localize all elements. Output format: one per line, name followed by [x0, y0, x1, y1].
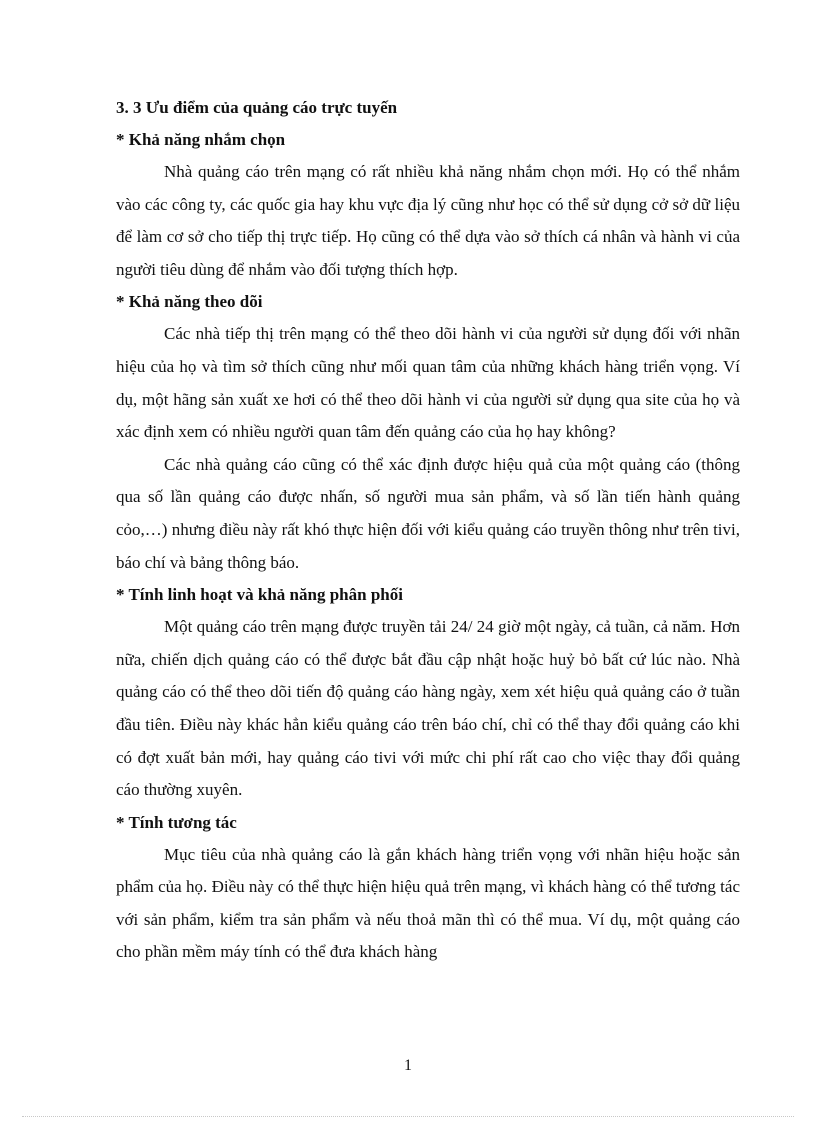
subheading-interactivity: * Tính tương tác — [116, 812, 237, 832]
page-bottom-border — [22, 1116, 794, 1117]
paragraph-targeting: Nhà quảng cáo trên mạng có rất nhiều khả năng nhắm chọn mới. Họ có thể nhắm vào các công ty, các quốc gia hay khu vực địa lý cũng như học có thể sử dụng cở sở dữ liệu để làm cơ sở cho tiếp thị trực tiếp. Họ cũng có thể dựa vào sở thích cá nhân và hành vi của người tiêu dùng để nhắm vào đối tượng thích hợp. — [116, 162, 740, 279]
subheading-targeting: * Khả năng nhắm chọn — [116, 130, 286, 149]
document-body — [116, 92, 740, 969]
paragraph-tracking-1: Các nhà tiếp thị trên mạng có thể theo dõi hành vi của người sử dụng đối với nhãn hiệu của họ và tìm sở thích cũng như mối quan tâm của những khách hàng triển vọng. Ví dụ, một hãng sản xuất xe hơi có thể theo dõi hành vi của người sử dụng qua site của họ và xác định xem có nhiều người quan tâm đến quảng cáo của họ hay không? — [116, 324, 740, 442]
page-number: 1 — [404, 1057, 412, 1074]
paragraph-tracking-2: Các nhà quảng cáo cũng có thể xác định được hiệu quả của một quảng cáo (thông qua số lần quảng cáo được nhấn, số người mua sản phẩm, và số lần tiến hành quảng cỏo,…) nhưng điều này rất khó thực hiện đối với kiểu quảng cáo truyền thông như trên tivi, báo chí và bảng thông báo. — [116, 454, 740, 572]
paragraph-interactivity: Mục tiêu của nhà quảng cáo là gắn khách hàng triển vọng với nhãn hiệu hoặc sản phẩm của họ. Điều này có thể thực hiện hiệu quả trên mạng, vì khách hàng có thể tương tác với sản phẩm, kiểm tra sản phẩm và nếu thoả mãn thì có thể mua. Ví dụ, một quảng cáo cho phần mềm máy tính có thể đưa khách hàng — [116, 844, 740, 962]
subheading-flexibility: * Tính linh hoạt và khả năng phân phối — [116, 585, 403, 605]
section-title: 3. 3 Ưu điểm của quảng cáo trực tuyến — [116, 98, 398, 117]
subheading-tracking: * Khả năng theo dõi — [116, 292, 263, 312]
paragraph-flexibility: Một quảng cáo trên mạng được truyền tải 24/ 24 giờ một ngày, cả tuần, cả năm. Hơn nữa, chiến dịch quảng cáo có thể được bắt đầu cập nhật hoặc huỷ bỏ bất cứ lúc nào. Nhà quảng cáo có thể theo dõi tiến độ quảng cáo hàng ngày, xem xét hiệu quả quảng cáo ở tuần đầu tiên. Điều này khác hẳn kiểu quảng cáo trên báo chí, chỉ có thể thay đổi quảng cáo khi có đợt xuất bản mới, hay quảng cáo tivi với mức chi phí rất cao cho việc thay đổi quảng cáo thường xuyên. — [116, 617, 740, 800]
